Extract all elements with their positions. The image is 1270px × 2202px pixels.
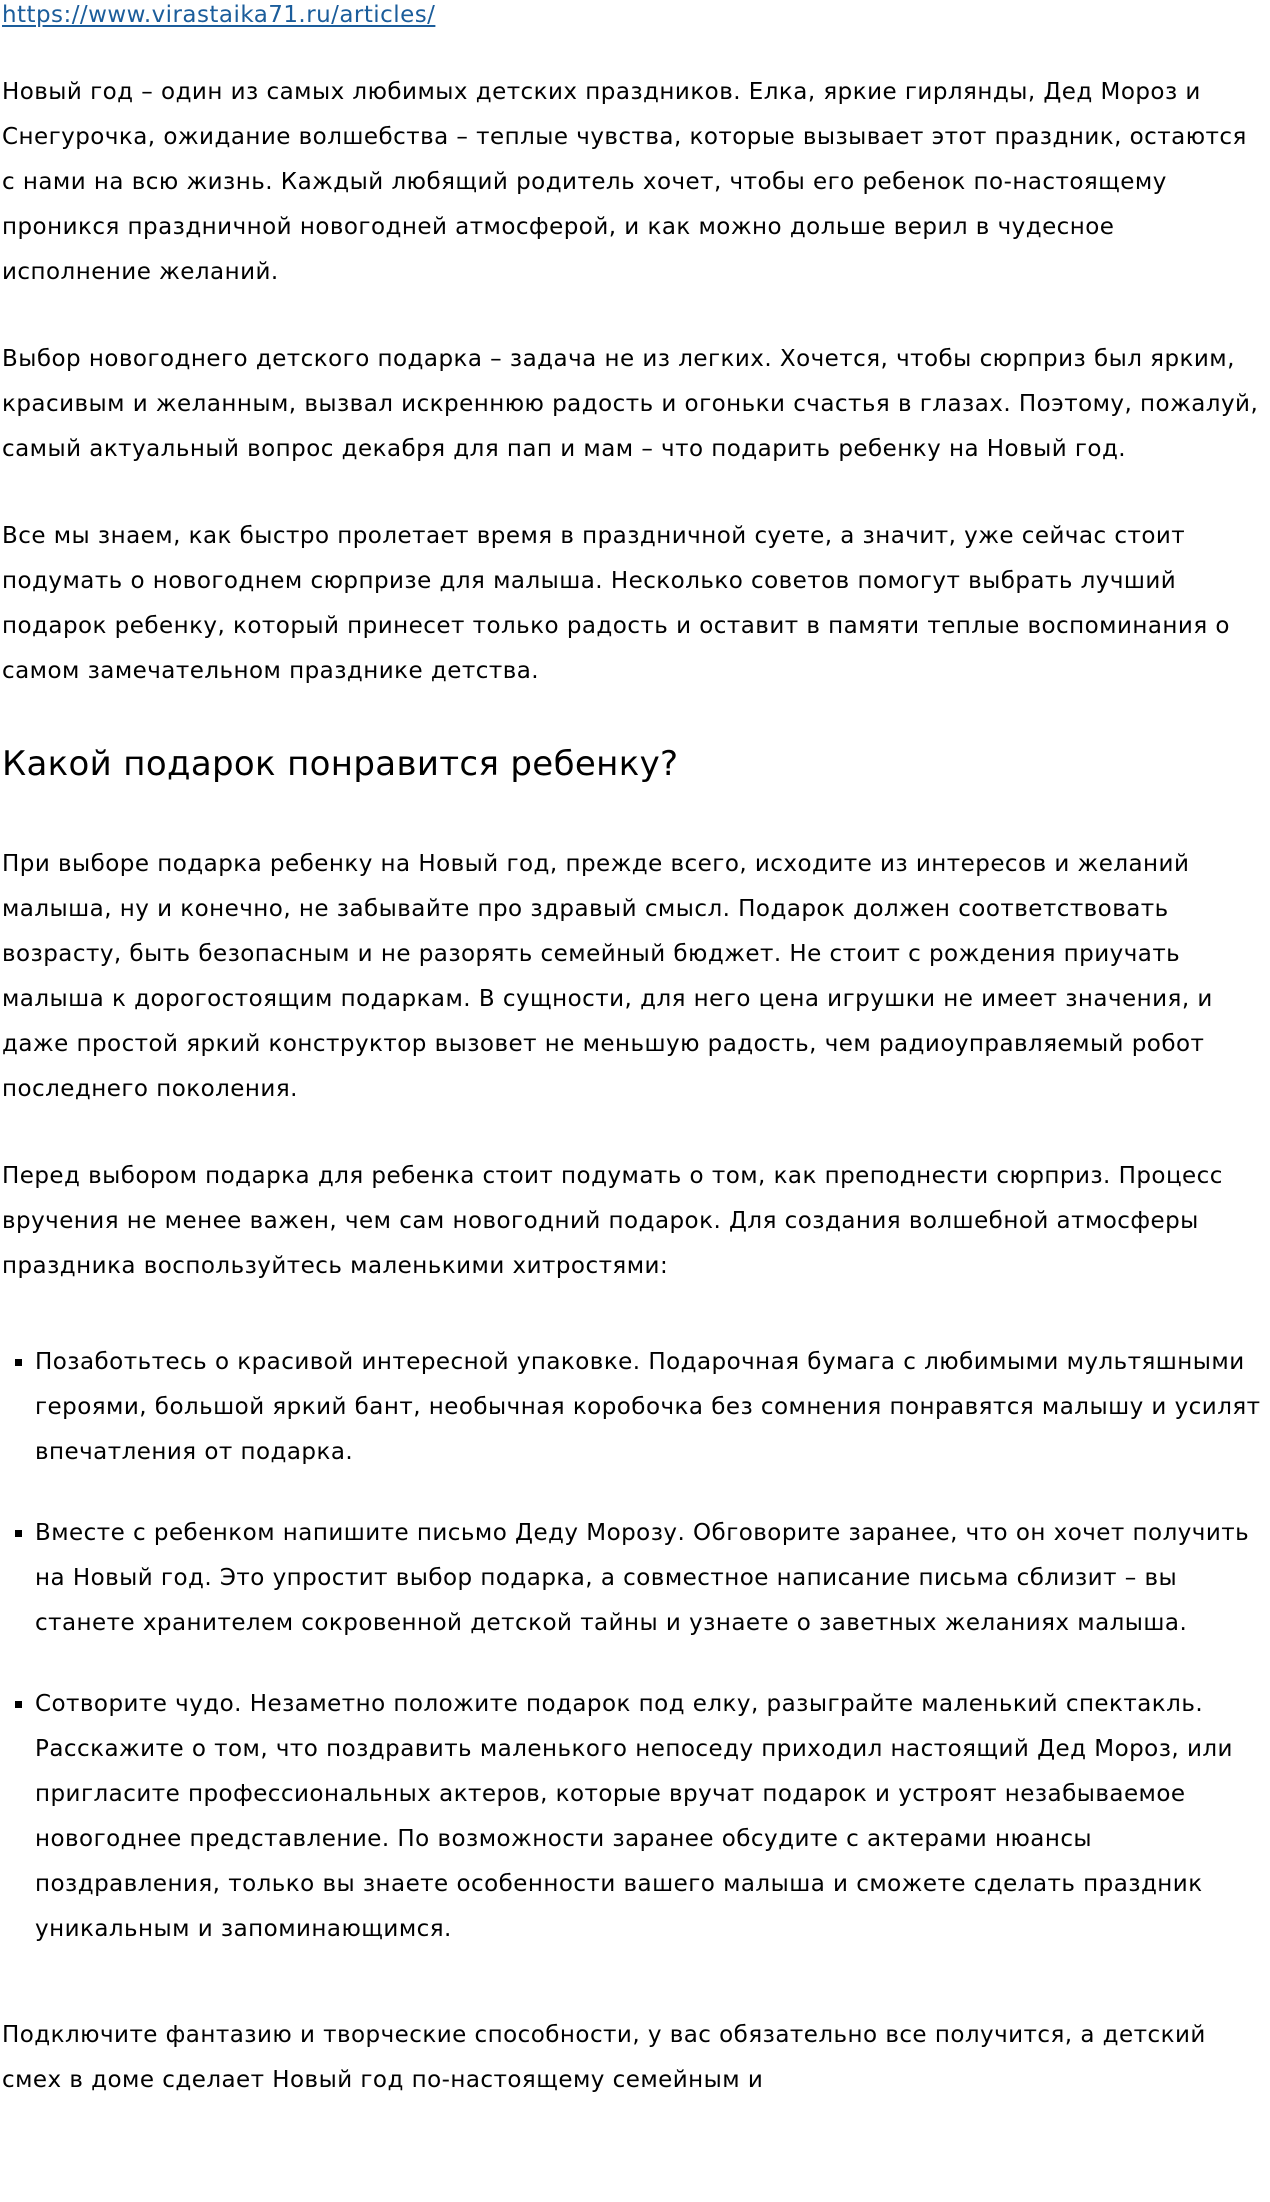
section-heading: Какой подарок понравится ребенку?: [2, 744, 679, 784]
list-item: ▪ Сотворите чудо. Незаметно положите подарок под елку, разыграйте маленький спектакль. Расскажите о том, что поздравить маленького непоседу приходил настоящий Дед Мороз, или пригласите профессиональных актеров, которые вручат подарок и устроят незабываемое новогоднее представление. По возможности заранее обсудите с актерами нюансы поздравления, только вы знаете особенности вашего малыша и сможете сделать праздник уникальным и запоминающимся.: [35, 1682, 1266, 1952]
intro-paragraph-2: Выбор новогоднего детского подарка – задача не из легких. Хочется, чтобы сюрприз был ярким, красивым и желанным, вызвал искреннюю радость и огоньки счастья в глазах. Поэтому, пожалуй, самый актуальный вопрос декабря для пап и мам – что подарить ребенку на Новый год.: [2, 346, 1259, 462]
body-paragraph-2: Перед выбором подарка для ребенка стоит подумать о том, как преподнести сюрприз. Процесс вручения не менее важен, чем сам новогодний подарок. Для создания волшебной атмосферы праздника воспользуйтесь маленькими хитростями:: [2, 1163, 1223, 1279]
list-item: ▪ Вместе с ребенком напишите письмо Деду Морозу. Обговорите заранее, что он хочет получить на Новый год. Это упростит выбор подарка, а совместное написание письма сблизит – вы станете хранителем сокровенной детской тайны и узнаете о заветных желаниях малыша.: [35, 1511, 1266, 1646]
closing-paragraph: Подключите фантазию и творческие способности, у вас обязательно все получится, а детский смех в доме сделает Новый год по-настоящему семейным и: [2, 2022, 1206, 2093]
tips-list: [2, 1340, 1266, 1952]
intro-paragraph-1: Новый год – один из самых любимых детских праздников. Елка, яркие гирлянды, Дед Мороз и Снегурочка, ожидание волшебства – теплые чувства, которые вызывает этот праздник, остаются с нами на всю жизнь. Каждый любящий родитель хочет, чтобы его ребенок по-настоящему проникся праздничной новогодней атмосферой, и как можно дольше верил в чудесное исполнение желаний.: [2, 79, 1247, 285]
body-paragraph-1: При выборе подарка ребенку на Новый год, прежде всего, исходите из интересов и желаний малыша, ну и конечно, не забывайте про здравый смысл. Подарок должен соответствовать возрасту, быть безопасным и не разорять семейный бюджет. Не стоит с рождения приучать малыша к дорогостоящим подаркам. В сущности, для него цена игрушки не имеет значения, и даже простой яркий конструктор вызовет не меньшую радость, чем радиоуправляемый робот последнего поколения.: [2, 851, 1213, 1102]
article-url-link[interactable]: https://www.virastaika71.ru/articles/: [2, 2, 436, 28]
intro-paragraph-3: Все мы знаем, как быстро пролетает время в праздничной суете, а значит, уже сейчас стоит подумать о новогоднем сюрпризе для малыша. Несколько советов помогут выбрать лучший подарок ребенку, который принесет только радость и оставит в памяти теплые воспоминания о самом замечательном празднике детства.: [2, 523, 1230, 684]
source-url-line: [2, 2, 1266, 28]
list-item: ▪ Позаботьтесь о красивой интересной упаковке. Подарочная бумага с любимыми мультяшными героями, большой яркий бант, необычная коробочка без сомнения понравятся малышу и усилят впечатления от подарка.: [35, 1340, 1266, 1475]
